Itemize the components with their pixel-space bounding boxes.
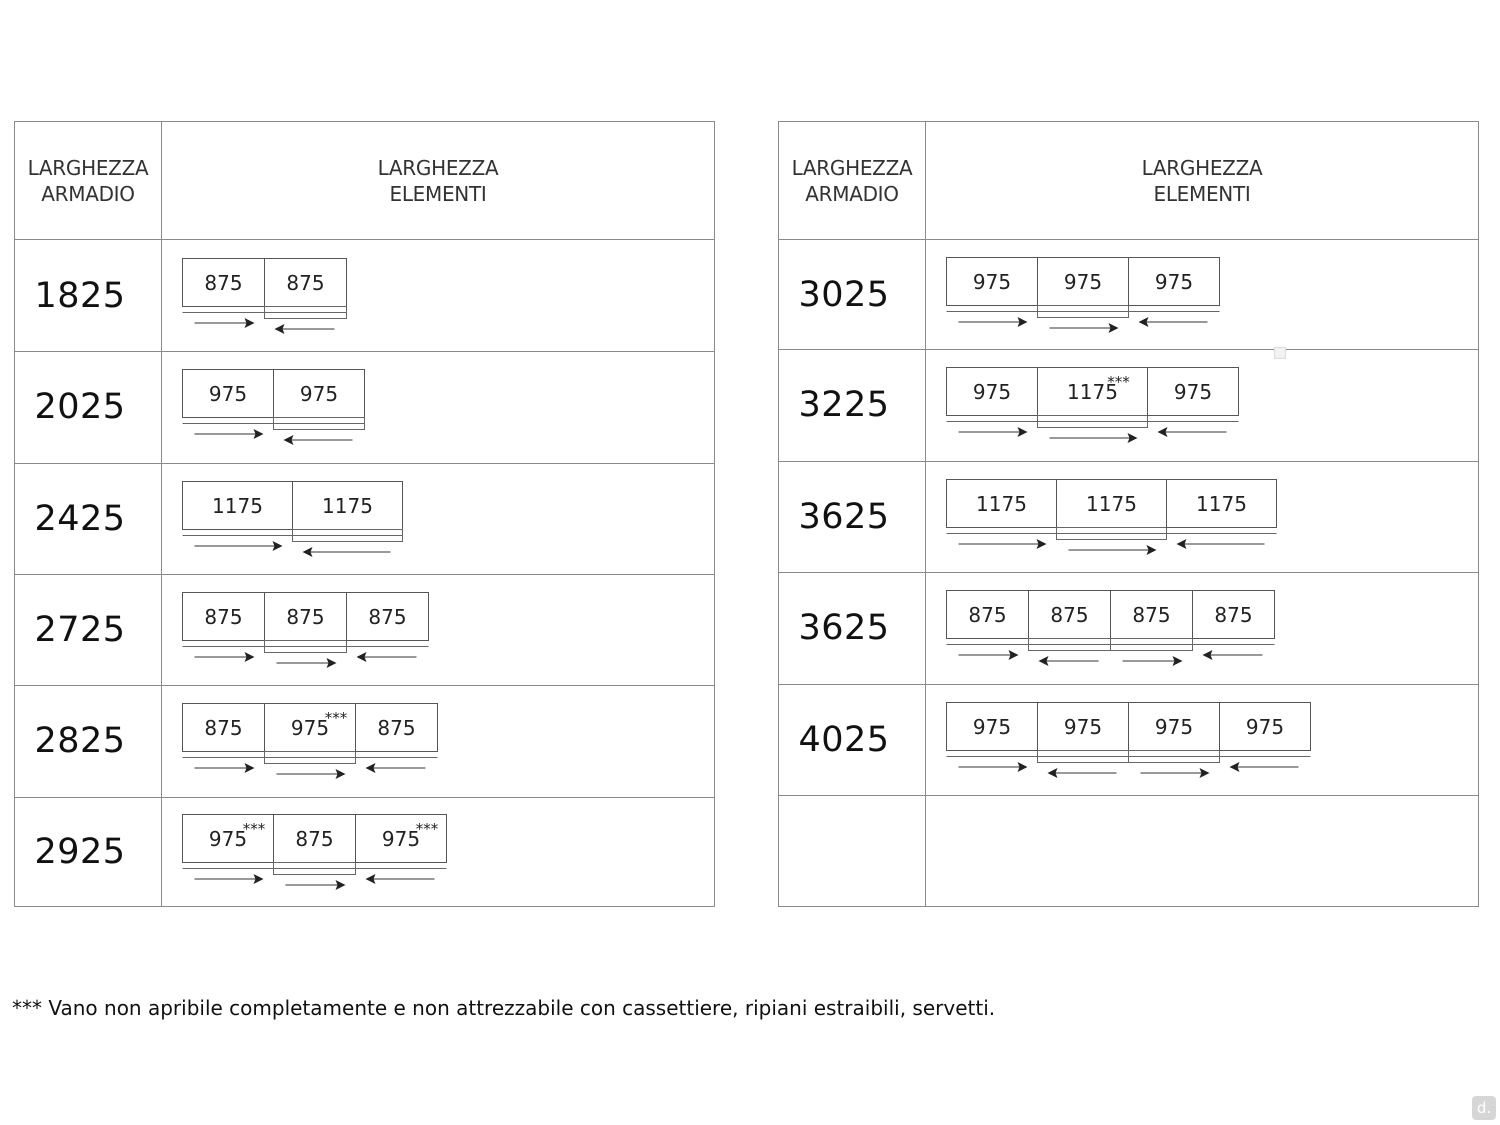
elements-svg bbox=[182, 369, 366, 449]
element-width-label: 975 bbox=[1154, 270, 1194, 294]
element-width-label: 975 bbox=[1173, 380, 1213, 404]
header-elements-width bbox=[926, 122, 1478, 239]
wardrobe-width-value bbox=[779, 795, 925, 907]
element-width-label: 975 bbox=[1154, 715, 1194, 739]
elements-diagram bbox=[946, 367, 1240, 447]
elements-diagram bbox=[946, 257, 1221, 337]
elements-diagram bbox=[946, 479, 1278, 559]
header-line: ARMADIO bbox=[41, 181, 135, 206]
element-width-label: 875 bbox=[377, 716, 416, 740]
element-width-label: 975 bbox=[1063, 715, 1103, 739]
door-element bbox=[1167, 480, 1277, 550]
header-wardrobe-width bbox=[779, 122, 925, 239]
door-element bbox=[183, 704, 265, 774]
header-line: ELEMENTI bbox=[1153, 181, 1251, 206]
wardrobe-width-value: 3025 bbox=[798, 274, 890, 315]
element-width-label: 975 bbox=[972, 270, 1012, 294]
small-marker bbox=[1274, 347, 1286, 359]
right-table bbox=[778, 121, 1479, 907]
door-element bbox=[1038, 258, 1129, 334]
element-width-label: 975 bbox=[972, 715, 1012, 739]
wardrobe-width-value: 2025 bbox=[34, 387, 126, 427]
door-element bbox=[183, 259, 265, 329]
element-width-label: 875 bbox=[204, 605, 243, 629]
footnote-marker: *** bbox=[324, 709, 348, 727]
element-width-label: 975 bbox=[972, 380, 1012, 404]
elements-svg bbox=[182, 814, 448, 894]
element-width-label: 975 bbox=[381, 827, 421, 851]
left-table bbox=[14, 121, 715, 907]
elements-diagram bbox=[182, 369, 366, 449]
header-line: LARGHEZZA bbox=[27, 155, 149, 180]
table-row bbox=[15, 685, 714, 797]
door-element bbox=[1193, 591, 1275, 661]
elements-svg bbox=[946, 367, 1240, 447]
table-row bbox=[779, 684, 1478, 795]
door-element bbox=[1038, 703, 1129, 779]
watermark-logo: d. bbox=[1472, 1096, 1496, 1120]
element-width-label: 975 bbox=[208, 827, 248, 851]
door-element bbox=[1111, 591, 1193, 667]
element-width-label: 875 bbox=[286, 271, 325, 295]
table-row bbox=[779, 461, 1478, 572]
door-element bbox=[1029, 591, 1111, 667]
wardrobe-width-value: 2725 bbox=[34, 609, 126, 650]
door-element bbox=[356, 815, 447, 885]
elements-svg bbox=[946, 257, 1221, 337]
door-element bbox=[1129, 703, 1220, 779]
header-line: LARGHEZZA bbox=[791, 155, 913, 180]
element-width-label: 1175 bbox=[1086, 492, 1137, 516]
wardrobe-width-value: 3225 bbox=[798, 385, 890, 425]
wardrobe-width-value: 2425 bbox=[34, 498, 126, 539]
table-row bbox=[15, 463, 714, 574]
door-element bbox=[293, 482, 403, 558]
element-width-label: 1175 bbox=[322, 494, 373, 518]
door-element bbox=[274, 815, 356, 891]
door-element bbox=[183, 370, 274, 440]
door-element bbox=[265, 593, 347, 669]
element-width-label: 1175 bbox=[1067, 380, 1118, 404]
header-line: ELEMENTI bbox=[389, 181, 487, 206]
door-element bbox=[947, 368, 1038, 438]
elements-svg bbox=[182, 481, 404, 561]
element-width-label: 1175 bbox=[976, 492, 1027, 516]
door-element bbox=[1038, 368, 1148, 444]
element-width-label: 975 bbox=[1245, 715, 1285, 739]
elements-svg bbox=[182, 592, 430, 672]
elements-diagram bbox=[946, 590, 1276, 670]
door-element bbox=[265, 704, 356, 780]
header-line: LARGHEZZA bbox=[377, 155, 499, 180]
elements-svg bbox=[946, 479, 1278, 559]
elements-svg bbox=[182, 703, 439, 783]
wardrobe-width-value: 1825 bbox=[34, 275, 126, 316]
door-element bbox=[183, 815, 274, 885]
elements-svg bbox=[182, 258, 348, 338]
wardrobe-width-value: 3625 bbox=[798, 608, 890, 648]
elements-diagram bbox=[182, 703, 439, 783]
door-element bbox=[1057, 480, 1167, 556]
element-width-label: 975 bbox=[290, 716, 330, 740]
element-width-label: 875 bbox=[204, 716, 243, 740]
door-element bbox=[356, 704, 438, 774]
element-width-label: 875 bbox=[968, 603, 1007, 627]
door-element bbox=[1220, 703, 1311, 773]
element-width-label: 975 bbox=[1063, 270, 1103, 294]
elements-diagram bbox=[182, 258, 348, 338]
footnote: *** Vano non apribile completamente e non attrezzabile con cassettiere, ripiani estraibili, servetti. bbox=[12, 996, 996, 1020]
door-element bbox=[183, 482, 293, 552]
element-width-label: 875 bbox=[1132, 603, 1171, 627]
table-row bbox=[779, 572, 1478, 684]
door-element bbox=[947, 258, 1038, 328]
door-element bbox=[947, 480, 1057, 550]
footnote-marker: *** bbox=[415, 820, 439, 838]
door-element bbox=[347, 593, 429, 663]
element-width-label: 875 bbox=[1214, 603, 1253, 627]
door-element bbox=[183, 593, 265, 663]
elements-diagram bbox=[182, 592, 430, 672]
wardrobe-width-value: 4025 bbox=[798, 719, 890, 760]
element-width-label: 875 bbox=[1050, 603, 1089, 627]
footnote-marker: *** bbox=[242, 820, 266, 838]
element-width-label: 975 bbox=[208, 382, 248, 406]
footnote-marker: *** bbox=[1107, 373, 1130, 391]
element-width-label: 875 bbox=[368, 605, 407, 629]
door-element bbox=[947, 703, 1038, 773]
table-row bbox=[779, 240, 1478, 349]
table-row bbox=[15, 240, 714, 351]
elements-svg bbox=[946, 590, 1276, 670]
element-width-label: 1175 bbox=[1196, 492, 1247, 516]
table-row bbox=[15, 797, 714, 907]
element-width-label: 975 bbox=[299, 382, 339, 406]
element-width-label: 1175 bbox=[212, 494, 263, 518]
door-element bbox=[1129, 258, 1220, 328]
header-line: LARGHEZZA bbox=[1141, 155, 1263, 180]
header-line: ARMADIO bbox=[805, 181, 899, 206]
table-row bbox=[779, 795, 1478, 907]
wardrobe-width-value: 2825 bbox=[34, 721, 126, 761]
door-element bbox=[947, 591, 1029, 661]
elements-diagram bbox=[182, 814, 448, 894]
elements-diagram bbox=[182, 481, 404, 561]
door-element bbox=[265, 259, 347, 335]
wardrobe-width-value: 2925 bbox=[34, 832, 126, 872]
header-elements-width bbox=[162, 122, 714, 239]
table-row bbox=[15, 351, 714, 463]
table-row bbox=[779, 349, 1478, 461]
element-width-label: 875 bbox=[295, 827, 334, 851]
header-wardrobe-width bbox=[15, 122, 161, 239]
door-element bbox=[274, 370, 365, 446]
door-element bbox=[1148, 368, 1239, 438]
element-width-label: 875 bbox=[286, 605, 325, 629]
wardrobe-width-value: 3625 bbox=[798, 496, 890, 537]
elements-diagram bbox=[946, 702, 1312, 782]
elements-svg bbox=[946, 702, 1312, 782]
element-width-label: 875 bbox=[204, 271, 243, 295]
table-row bbox=[15, 574, 714, 685]
